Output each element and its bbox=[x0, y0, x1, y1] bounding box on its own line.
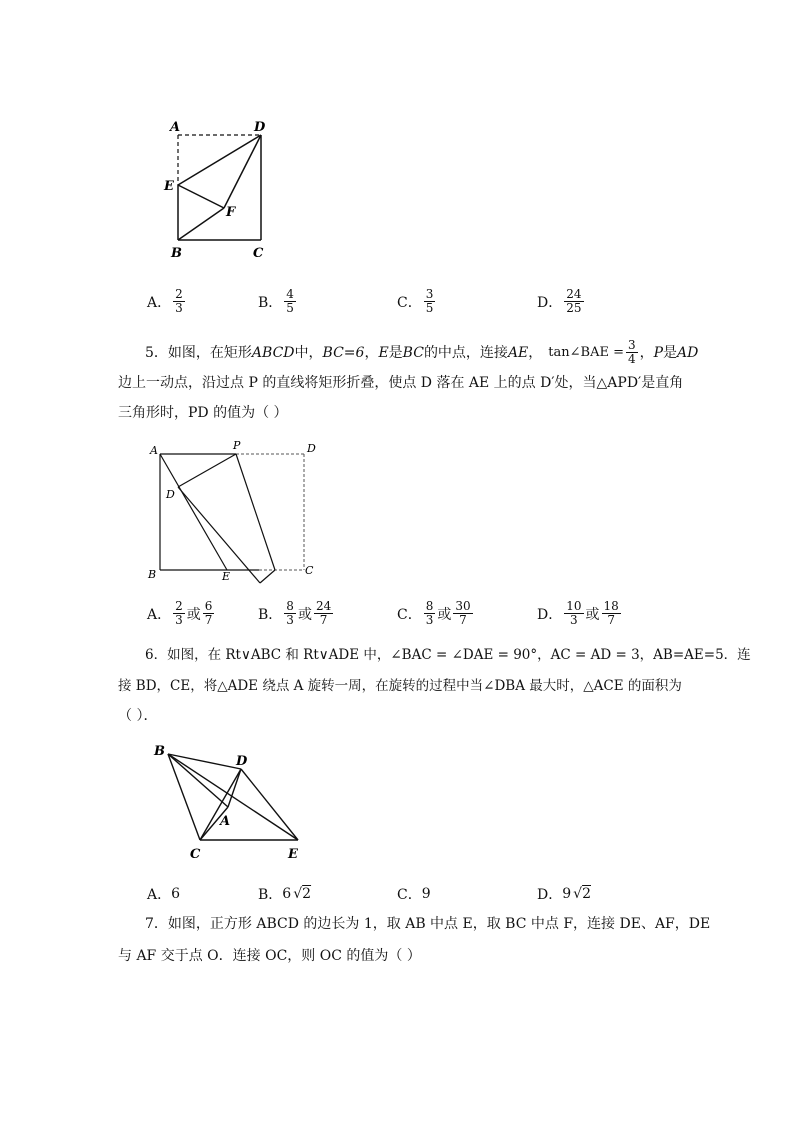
label-a: A bbox=[220, 814, 231, 829]
label-p: P bbox=[233, 439, 241, 452]
label-f: F bbox=[226, 205, 236, 220]
figure-q5 bbox=[145, 437, 325, 585]
option-letter: A． bbox=[147, 294, 172, 311]
q5-line-2: 边上一动点，沿过点 P 的直线将矩形折叠，使点 D 落在 AE 上的点 D′处，当△APD′是直角 bbox=[118, 375, 684, 391]
option-letter: B． bbox=[258, 294, 283, 311]
option-fraction: $\frac{2}{3}$ bbox=[175, 287, 183, 315]
label-c: C bbox=[305, 564, 314, 577]
label-c: C bbox=[253, 246, 264, 261]
figure-q6 bbox=[148, 737, 313, 867]
label-e: E bbox=[222, 570, 231, 583]
label-d: D bbox=[254, 120, 266, 135]
option-letter: D． bbox=[537, 294, 563, 311]
q6-option-c[interactable]: C． 9 bbox=[397, 886, 431, 903]
q4-option-a[interactable] bbox=[147, 288, 187, 315]
segment-bf bbox=[178, 208, 224, 240]
segment-ae bbox=[160, 454, 227, 570]
segment-bc bbox=[168, 754, 200, 840]
label-a: A bbox=[170, 120, 181, 135]
q6-option-d[interactable]: D． 9 √ 2 bbox=[537, 886, 591, 903]
label-c: C bbox=[190, 847, 201, 862]
segment-ba bbox=[168, 754, 228, 807]
segment-fold-corner bbox=[260, 570, 275, 583]
tan-expression: tan∠BAE = bbox=[548, 344, 624, 360]
q6-line-1: 6．如图，在 Rt∨ABC 和 Rt∨ADE 中，∠BAC = ∠DAE = 90°，AC = AD = 3，AB=AE=5．连 bbox=[145, 647, 751, 663]
q6-option-b[interactable]: B． 6 √ 2 bbox=[258, 886, 312, 903]
label-b: B bbox=[154, 744, 165, 759]
q6-line-2: 接 BD，CE，将△ADE 绕点 A 旋转一周，在旋转的过程中当∠DBA 最大时，△ACE 的面积为 bbox=[118, 678, 682, 694]
label-d: D bbox=[236, 754, 248, 769]
q5-line-1: 5．如图，在矩形 ABCD 中， BC=6 ， E 是 BC 的中点，连接 AE ， tan∠BAE = $\frac{3}{4}$ ， P 是 AD bbox=[145, 338, 699, 366]
label-d-prime: D bbox=[166, 488, 175, 501]
q7-line-2: 与 AF 交于点 O．连接 OC，则 OC 的值为（ ） bbox=[118, 948, 421, 964]
segment-dp-fold bbox=[178, 454, 236, 487]
q6-option-a[interactable]: A． 6 bbox=[147, 886, 181, 903]
label-b: B bbox=[148, 568, 157, 581]
q6-line-3: （ ）． bbox=[118, 708, 158, 724]
q4-option-c[interactable] bbox=[397, 288, 437, 315]
q5-line-3: 三角形时，PD 的值为（ ） bbox=[118, 405, 288, 421]
option-letter: C． bbox=[397, 294, 422, 311]
q5-option-c[interactable]: C． $\frac{8}{3}$ 或 $\frac{30}{7}$ bbox=[397, 599, 471, 627]
q4-option-d[interactable] bbox=[537, 288, 586, 315]
q5-option-b[interactable]: B． $\frac{8}{3}$ 或 $\frac{24}{7}$ bbox=[258, 599, 332, 627]
q4-option-b[interactable] bbox=[258, 288, 298, 315]
segment-fold-line bbox=[236, 454, 275, 570]
segment-ef bbox=[178, 185, 224, 208]
label-e: E bbox=[288, 847, 298, 862]
tan-fraction: $\frac{3}{4}$ bbox=[627, 338, 636, 366]
option-fraction: $\frac{4}{5}$ bbox=[286, 287, 294, 315]
figure-q4 bbox=[160, 115, 280, 265]
q7-line-1: 7．如图，正方形 ABCD 的边长为 1，取 AB 中点 E，取 BC 中点 F，连接 DE、AF，DE bbox=[145, 916, 711, 932]
option-fraction: $\frac{24}{25}$ bbox=[566, 287, 582, 315]
label-e: E bbox=[164, 179, 174, 194]
q5-option-a[interactable]: A． $\frac{2}{3}$ 或 $\frac{6}{7}$ bbox=[147, 599, 213, 627]
option-fraction: $\frac{3}{5}$ bbox=[425, 287, 434, 315]
segment-fold-edge bbox=[178, 487, 260, 583]
label-d: D bbox=[307, 442, 316, 455]
label-b: B bbox=[171, 246, 182, 261]
q5-option-d[interactable]: D． $\frac{10}{3}$ 或 $\frac{18}{7}$ bbox=[537, 599, 619, 627]
segment-de bbox=[241, 769, 298, 840]
label-a: A bbox=[150, 444, 158, 457]
